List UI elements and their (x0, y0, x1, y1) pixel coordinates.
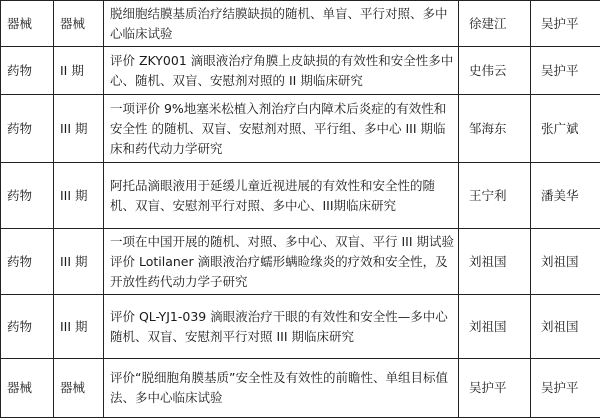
trial-type-cell: 药物 (1, 163, 54, 229)
table-row (1, 47, 600, 95)
trial-title-cell: 阿托品滴眼液用于延缓儿童近视进展的有效性和安全性的随机、双盲、安慰剂平行对照、多中心、III期临床研究 (104, 163, 459, 229)
trial-title-cell: 脱细胞结膜基质治疗结膜缺损的随机、单盲、平行对照、多中心临床试验 (104, 1, 459, 47)
trial-type-cell: 药物 (1, 295, 54, 359)
table-row (1, 295, 600, 359)
trial-type-cell: 药物 (1, 229, 54, 295)
trial-title-cell: 一项评价 9%地塞米松植入剂治疗白内障术后炎症的有效性和安全性 的随机、双盲、安慰剂对照、平行组、多中心 III 期临床和药代动力学研究 (104, 95, 459, 163)
trial-type-cell: 器械 (1, 1, 54, 47)
contact-person-cell: 刘祖国 (531, 295, 600, 359)
trial-phase-cell: III 期 (54, 295, 104, 359)
contact-person-cell: 吴护平 (531, 359, 600, 418)
trial-type-cell: 药物 (1, 95, 54, 163)
trial-title-cell: 一项在中国开展的随机、对照、多中心、双盲、平行 III 期试验评价 Lotilaner 滴眼液治疗蠕形螨睑缘炎的疗效和安全性，及开放性药代动力学子研究 (104, 229, 459, 295)
trial-title-cell: 评价 QL-YJ1-039 滴眼液治疗干眼的有效性和安全性—多中心随机、双盲、安慰剂平行对照 III 期临床研究 (104, 295, 459, 359)
trial-phase-cell: II 期 (54, 47, 104, 95)
principal-investigator-cell: 刘祖国 (459, 229, 531, 295)
table-row (1, 95, 600, 163)
table-row (1, 229, 600, 295)
trial-phase-cell: III 期 (54, 229, 104, 295)
principal-investigator-cell: 史伟云 (459, 47, 531, 95)
trial-phase-cell: 器械 (54, 1, 104, 47)
principal-investigator-cell: 刘祖国 (459, 295, 531, 359)
trial-title-cell: 评价“脱细胞角膜基质”安全性及有效性的前瞻性、单组目标值法、多中心临床试验 (104, 359, 459, 418)
trial-type-cell: 药物 (1, 47, 54, 95)
trial-phase-cell: III 期 (54, 95, 104, 163)
principal-investigator-cell: 吴护平 (459, 359, 531, 418)
trial-type-cell: 器械 (1, 359, 54, 418)
trial-phase-cell: III 期 (54, 163, 104, 229)
table-row (1, 1, 600, 47)
contact-person-cell: 张广斌 (531, 95, 600, 163)
principal-investigator-cell: 邹海东 (459, 95, 531, 163)
contact-person-cell: 吴护平 (531, 1, 600, 47)
principal-investigator-cell: 徐建江 (459, 1, 531, 47)
contact-person-cell: 潘美华 (531, 163, 600, 229)
table-row (1, 359, 600, 418)
principal-investigator-cell: 王宁利 (459, 163, 531, 229)
contact-person-cell: 刘祖国 (531, 229, 600, 295)
table-row (1, 163, 600, 229)
trial-title-cell: 评价 ZKY001 滴眼液治疗角膜上皮缺损的有效性和安全性多中心、随机、双盲、安慰剂对照的 II 期临床研究 (104, 47, 459, 95)
contact-person-cell: 吴护平 (531, 47, 600, 95)
trial-phase-cell: 器械 (54, 359, 104, 418)
